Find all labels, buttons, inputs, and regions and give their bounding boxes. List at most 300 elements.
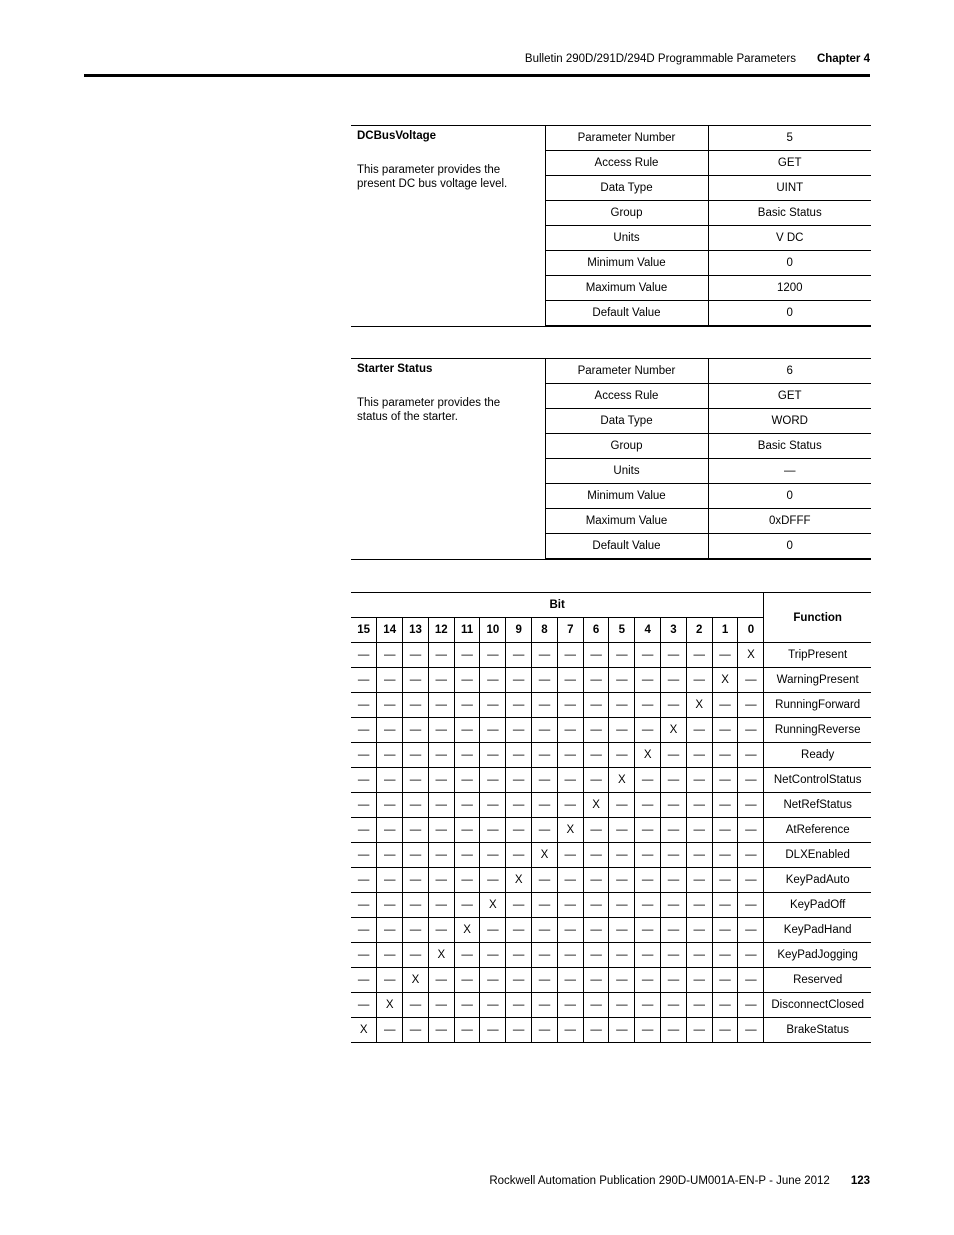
- bit-dash: —: [532, 643, 558, 668]
- bit-dash: —: [609, 643, 635, 668]
- bit-dash: —: [686, 718, 712, 743]
- bit-dash: —: [635, 843, 661, 868]
- bit-dash: —: [351, 768, 377, 793]
- bit-dash: —: [557, 793, 583, 818]
- bit-dash: —: [712, 793, 738, 818]
- bit-dash: —: [738, 668, 764, 693]
- bit-mark: X: [454, 918, 480, 943]
- bit-dash: —: [557, 643, 583, 668]
- bit-dash: —: [351, 868, 377, 893]
- bit-number-2: 2: [686, 618, 712, 643]
- bit-number-5: 5: [609, 618, 635, 643]
- bit-mark: X: [583, 793, 609, 818]
- bit-dash: —: [532, 993, 558, 1018]
- bit-dash: —: [351, 743, 377, 768]
- publication-info: Rockwell Automation Publication 290D-UM001A-EN-P - June 2012: [489, 1175, 830, 1187]
- bit-dash: —: [609, 943, 635, 968]
- bit-dash: —: [351, 993, 377, 1018]
- bit-dash: —: [454, 793, 480, 818]
- attribute-label: Maximum Value: [545, 276, 708, 301]
- bit-dash: —: [583, 1018, 609, 1043]
- page-footer: [489, 1175, 870, 1187]
- bit-dash: —: [480, 843, 506, 868]
- bit-dash: —: [635, 868, 661, 893]
- bit-dash: —: [351, 918, 377, 943]
- bit-dash: —: [532, 918, 558, 943]
- bit-number-6: 6: [583, 618, 609, 643]
- bit-dash: —: [532, 668, 558, 693]
- bit-dash: —: [609, 668, 635, 693]
- bit-dash: —: [609, 868, 635, 893]
- bit-dash: —: [480, 793, 506, 818]
- page-number: 123: [850, 1175, 870, 1187]
- bit-dash: —: [738, 868, 764, 893]
- bit-dash: —: [557, 843, 583, 868]
- table-row: [351, 893, 871, 918]
- bit-dash: —: [635, 818, 661, 843]
- bit-dash: —: [506, 693, 532, 718]
- bit-dash: —: [403, 693, 429, 718]
- function-name: DLXEnabled: [764, 843, 871, 868]
- bit-dash: —: [635, 718, 661, 743]
- bit-dash: —: [557, 868, 583, 893]
- bit-dash: —: [351, 693, 377, 718]
- bit-dash: —: [635, 993, 661, 1018]
- bit-dash: —: [532, 743, 558, 768]
- bit-dash: —: [377, 968, 403, 993]
- bit-dash: —: [635, 643, 661, 668]
- bit-dash: —: [557, 993, 583, 1018]
- table-row: [351, 993, 871, 1018]
- bit-number-3: 3: [661, 618, 687, 643]
- bit-dash: —: [454, 818, 480, 843]
- bit-dash: —: [712, 893, 738, 918]
- bit-dash: —: [661, 968, 687, 993]
- bit-dash: —: [351, 943, 377, 968]
- bit-dash: —: [403, 943, 429, 968]
- function-name: Ready: [764, 743, 871, 768]
- function-name: NetRefStatus: [764, 793, 871, 818]
- bit-dash: —: [686, 943, 712, 968]
- attribute-label: Maximum Value: [545, 509, 708, 534]
- bit-mark: X: [480, 893, 506, 918]
- attribute-label: Group: [545, 201, 708, 226]
- bit-dash: —: [428, 668, 454, 693]
- function-name: Reserved: [764, 968, 871, 993]
- bit-mark: X: [738, 643, 764, 668]
- bit-dash: —: [635, 693, 661, 718]
- table-row: [351, 743, 871, 768]
- parameter-description: This parameter provides the present DC bus voltage level.: [357, 164, 508, 190]
- table-row: [351, 718, 871, 743]
- bit-number-4: 4: [635, 618, 661, 643]
- bit-dash: —: [351, 968, 377, 993]
- bit-dash: —: [377, 693, 403, 718]
- table-row: [351, 668, 871, 693]
- attribute-value: UINT: [708, 176, 871, 201]
- bit-dash: —: [661, 943, 687, 968]
- attribute-label: Units: [545, 459, 708, 484]
- bit-mark: X: [635, 743, 661, 768]
- attribute-label: Default Value: [545, 534, 708, 560]
- bit-dash: —: [609, 1018, 635, 1043]
- bit-dash: —: [403, 793, 429, 818]
- bit-dash: —: [532, 818, 558, 843]
- bit-dash: —: [454, 868, 480, 893]
- bit-dash: —: [712, 868, 738, 893]
- bit-dash: —: [635, 943, 661, 968]
- bit-dash: —: [506, 768, 532, 793]
- attribute-value: Basic Status: [708, 201, 871, 226]
- bit-dash: —: [557, 968, 583, 993]
- bit-dash: —: [377, 918, 403, 943]
- starter-status-bit-table: [351, 592, 871, 1043]
- bit-dash: —: [583, 643, 609, 668]
- bit-dash: —: [712, 843, 738, 868]
- bit-dash: —: [738, 718, 764, 743]
- attribute-label: Units: [545, 226, 708, 251]
- table-row: [351, 768, 871, 793]
- bit-dash: —: [506, 893, 532, 918]
- attribute-value: 6: [708, 359, 871, 384]
- bit-dash: —: [454, 718, 480, 743]
- bit-dash: —: [712, 768, 738, 793]
- bit-dash: —: [557, 693, 583, 718]
- bit-dash: —: [661, 918, 687, 943]
- attribute-value: GET: [708, 151, 871, 176]
- bit-dash: —: [609, 693, 635, 718]
- bit-dash: —: [712, 943, 738, 968]
- function-name: BrakeStatus: [764, 1018, 871, 1043]
- bit-dash: —: [480, 668, 506, 693]
- header-rule: [84, 74, 870, 77]
- bit-dash: —: [480, 768, 506, 793]
- function-header: Function: [764, 593, 871, 643]
- bit-dash: —: [454, 1018, 480, 1043]
- bit-number-7: 7: [557, 618, 583, 643]
- attribute-label: Data Type: [545, 176, 708, 201]
- table-row: [351, 643, 871, 668]
- bit-dash: —: [403, 843, 429, 868]
- bit-dash: —: [532, 768, 558, 793]
- bit-dash: —: [506, 643, 532, 668]
- bit-dash: —: [377, 718, 403, 743]
- parameter-name: Starter Status: [357, 363, 433, 375]
- bit-dash: —: [712, 818, 738, 843]
- attribute-value: 0xDFFF: [708, 509, 871, 534]
- bit-dash: —: [480, 643, 506, 668]
- bit-dash: —: [532, 943, 558, 968]
- bit-dash: —: [661, 893, 687, 918]
- bit-dash: —: [635, 918, 661, 943]
- bit-dash: —: [403, 993, 429, 1018]
- attribute-label: Minimum Value: [545, 251, 708, 276]
- bit-dash: —: [428, 918, 454, 943]
- function-name: WarningPresent: [764, 668, 871, 693]
- bit-dash: —: [738, 993, 764, 1018]
- bit-dash: —: [712, 1018, 738, 1043]
- attribute-label: Group: [545, 434, 708, 459]
- bit-number-11: 11: [454, 618, 480, 643]
- bit-dash: —: [403, 718, 429, 743]
- bit-dash: —: [661, 768, 687, 793]
- attribute-label: Access Rule: [545, 151, 708, 176]
- bit-dash: —: [480, 868, 506, 893]
- bit-dash: —: [454, 993, 480, 1018]
- bit-dash: —: [403, 918, 429, 943]
- bit-dash: —: [712, 918, 738, 943]
- bit-dash: —: [738, 743, 764, 768]
- function-name: TripPresent: [764, 643, 871, 668]
- attribute-value: 5: [708, 126, 871, 151]
- bit-dash: —: [557, 918, 583, 943]
- bit-dash: —: [506, 968, 532, 993]
- bit-dash: —: [635, 968, 661, 993]
- bit-dash: —: [661, 668, 687, 693]
- bit-dash: —: [480, 718, 506, 743]
- bit-dash: —: [506, 918, 532, 943]
- bit-mark: X: [506, 868, 532, 893]
- bit-dash: —: [583, 943, 609, 968]
- bit-dash: —: [738, 968, 764, 993]
- bit-dash: —: [428, 993, 454, 1018]
- attribute-value: WORD: [708, 409, 871, 434]
- bit-dash: —: [532, 893, 558, 918]
- bit-dash: —: [609, 743, 635, 768]
- bit-dash: —: [661, 993, 687, 1018]
- bit-dash: —: [661, 868, 687, 893]
- bit-mark: X: [712, 668, 738, 693]
- parameter-description-cell: [351, 359, 545, 560]
- function-name: NetControlStatus: [764, 768, 871, 793]
- bit-dash: —: [428, 768, 454, 793]
- table-row: [351, 793, 871, 818]
- table-row: [351, 918, 871, 943]
- bit-dash: —: [480, 943, 506, 968]
- bit-dash: —: [583, 718, 609, 743]
- attribute-value: —: [708, 459, 871, 484]
- bit-dash: —: [377, 893, 403, 918]
- bit-dash: —: [428, 793, 454, 818]
- bit-dash: —: [480, 743, 506, 768]
- bit-dash: —: [661, 743, 687, 768]
- attribute-value: V DC: [708, 226, 871, 251]
- bit-dash: —: [480, 968, 506, 993]
- parameter-row: [351, 126, 871, 151]
- bit-dash: —: [609, 793, 635, 818]
- bit-dash: —: [583, 893, 609, 918]
- bit-dash: —: [686, 893, 712, 918]
- bit-dash: —: [686, 793, 712, 818]
- bit-dash: —: [454, 968, 480, 993]
- bit-dash: —: [428, 693, 454, 718]
- bit-dash: —: [738, 793, 764, 818]
- bit-dash: —: [686, 843, 712, 868]
- table-row: [351, 843, 871, 868]
- attribute-value: 1200: [708, 276, 871, 301]
- bit-dash: —: [428, 968, 454, 993]
- function-name: RunningReverse: [764, 718, 871, 743]
- function-name: RunningForward: [764, 693, 871, 718]
- bit-dash: —: [351, 818, 377, 843]
- bit-header: Bit: [351, 593, 764, 618]
- bit-dash: —: [506, 943, 532, 968]
- bit-dash: —: [480, 693, 506, 718]
- bit-dash: —: [738, 893, 764, 918]
- bit-mark: X: [377, 993, 403, 1018]
- bit-number-15: 15: [351, 618, 377, 643]
- bit-dash: —: [686, 818, 712, 843]
- bit-dash: —: [403, 893, 429, 918]
- bit-dash: —: [583, 818, 609, 843]
- bit-dash: —: [454, 943, 480, 968]
- bit-dash: —: [609, 918, 635, 943]
- bit-number-0: 0: [738, 618, 764, 643]
- bit-dash: —: [686, 993, 712, 1018]
- bit-dash: —: [738, 818, 764, 843]
- attribute-label: Access Rule: [545, 384, 708, 409]
- bit-dash: —: [583, 768, 609, 793]
- bit-dash: —: [583, 868, 609, 893]
- bit-dash: —: [738, 918, 764, 943]
- bit-mark: X: [661, 718, 687, 743]
- header-title: Bulletin 290D/291D/294D Programmable Parameters: [524, 53, 796, 65]
- bit-mark: X: [428, 943, 454, 968]
- bit-dash: —: [428, 643, 454, 668]
- attribute-value: Basic Status: [708, 434, 871, 459]
- bit-dash: —: [377, 743, 403, 768]
- bit-dash: —: [403, 643, 429, 668]
- bit-dash: —: [661, 643, 687, 668]
- bit-dash: —: [686, 868, 712, 893]
- bit-dash: —: [377, 793, 403, 818]
- bit-dash: —: [506, 718, 532, 743]
- bit-dash: —: [609, 968, 635, 993]
- attribute-value: GET: [708, 384, 871, 409]
- bit-dash: —: [635, 793, 661, 818]
- bit-number-12: 12: [428, 618, 454, 643]
- bit-dash: —: [506, 843, 532, 868]
- bit-dash: —: [532, 868, 558, 893]
- bit-dash: —: [403, 743, 429, 768]
- bit-mark: X: [609, 768, 635, 793]
- bit-dash: —: [738, 1018, 764, 1043]
- bit-dash: —: [454, 768, 480, 793]
- bit-mark: X: [686, 693, 712, 718]
- bit-dash: —: [557, 893, 583, 918]
- bit-number-14: 14: [377, 618, 403, 643]
- bit-number-9: 9: [506, 618, 532, 643]
- attribute-value: 0: [708, 484, 871, 509]
- bit-dash: —: [557, 1018, 583, 1043]
- bit-dash: —: [532, 793, 558, 818]
- parameter-row: [351, 359, 871, 384]
- bit-dash: —: [351, 793, 377, 818]
- bit-dash: —: [506, 1018, 532, 1043]
- bit-dash: —: [428, 868, 454, 893]
- bit-dash: —: [377, 843, 403, 868]
- table-row: [351, 1018, 871, 1043]
- bit-dash: —: [377, 943, 403, 968]
- bit-dash: —: [428, 743, 454, 768]
- bit-dash: —: [738, 943, 764, 968]
- bit-mark: X: [403, 968, 429, 993]
- attribute-label: Data Type: [545, 409, 708, 434]
- bit-dash: —: [583, 968, 609, 993]
- bit-dash: —: [403, 818, 429, 843]
- bit-dash: —: [635, 768, 661, 793]
- bit-dash: —: [480, 918, 506, 943]
- attribute-value: 0: [708, 301, 871, 327]
- bit-dash: —: [686, 668, 712, 693]
- bit-dash: —: [583, 843, 609, 868]
- bit-dash: —: [609, 818, 635, 843]
- bit-dash: —: [454, 693, 480, 718]
- bit-dash: —: [351, 718, 377, 743]
- bit-dash: —: [506, 793, 532, 818]
- bit-dash: —: [583, 668, 609, 693]
- table-row: [351, 868, 871, 893]
- function-name: KeyPadAuto: [764, 868, 871, 893]
- bit-dash: —: [712, 743, 738, 768]
- bit-number-1: 1: [712, 618, 738, 643]
- attribute-label: Parameter Number: [545, 126, 708, 151]
- bit-dash: —: [661, 818, 687, 843]
- parameter-description: This parameter provides the status of the starter.: [357, 397, 501, 423]
- bit-dash: —: [480, 1018, 506, 1043]
- parameter-description-cell: [351, 126, 545, 327]
- bit-dash: —: [403, 1018, 429, 1043]
- bit-dash: —: [557, 768, 583, 793]
- bit-dash: —: [686, 768, 712, 793]
- bit-number-13: 13: [403, 618, 429, 643]
- bit-dash: —: [454, 643, 480, 668]
- bit-dash: —: [532, 693, 558, 718]
- bit-dash: —: [635, 893, 661, 918]
- bit-dash: —: [557, 743, 583, 768]
- table-row: [351, 693, 871, 718]
- bit-dash: —: [686, 743, 712, 768]
- bit-dash: —: [454, 843, 480, 868]
- bit-dash: —: [712, 643, 738, 668]
- bit-dash: —: [532, 718, 558, 743]
- bit-dash: —: [428, 1018, 454, 1043]
- bit-dash: —: [351, 843, 377, 868]
- bit-mark: X: [532, 843, 558, 868]
- bit-dash: —: [506, 743, 532, 768]
- bit-number-10: 10: [480, 618, 506, 643]
- bit-dash: —: [428, 843, 454, 868]
- parameter-name: DCBusVoltage: [357, 130, 437, 142]
- bit-dash: —: [609, 718, 635, 743]
- attribute-value: 0: [708, 251, 871, 276]
- function-name: KeyPadHand: [764, 918, 871, 943]
- bit-dash: —: [661, 843, 687, 868]
- bit-dash: —: [686, 1018, 712, 1043]
- parameter-table-dcbusvoltage: [351, 125, 871, 327]
- bit-dash: —: [712, 968, 738, 993]
- bit-dash: —: [403, 768, 429, 793]
- function-name: KeyPadJogging: [764, 943, 871, 968]
- bit-dash: —: [712, 993, 738, 1018]
- bit-dash: —: [635, 668, 661, 693]
- bit-dash: —: [506, 993, 532, 1018]
- bit-dash: —: [377, 1018, 403, 1043]
- bit-dash: —: [686, 968, 712, 993]
- bit-dash: —: [738, 768, 764, 793]
- bit-dash: —: [377, 668, 403, 693]
- bit-dash: —: [609, 843, 635, 868]
